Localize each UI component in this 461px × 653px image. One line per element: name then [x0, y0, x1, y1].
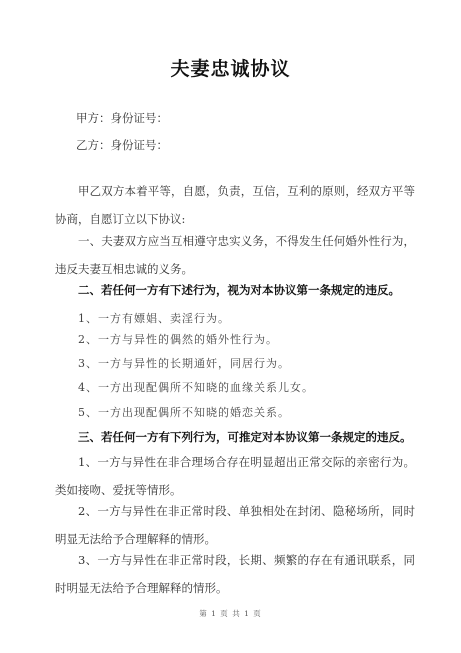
clause-2-item: 2、一方与异性的偶然的婚外性行为。: [78, 333, 278, 346]
clause-2-heading: 二、若任何一方有下述行为，视为对本协议第一条规定的违反。: [78, 283, 400, 297]
clause-2-item: 3、一方与异性的长期通奸，同居行为。: [78, 357, 290, 370]
party-a-line: 甲方：身份证号：: [76, 111, 168, 125]
clause-3-item: 3、一方与异性在非正常时段，长期、频繁的存在有通讯联系，同时明显无法给予合理解释的情形。: [55, 553, 415, 595]
page-number-footer: 第 1 页 共 1 页: [199, 609, 262, 618]
clause-2-item: 4、一方出现配偶所不知晓的血缘关系儿女。: [78, 381, 314, 394]
clause-2-item: 5、一方出现配偶所不知晓的婚恋关系。: [78, 406, 290, 419]
clause-3-heading: 三、若任何一方有下列行为，可推定对本协议第一条规定的违反。: [78, 430, 412, 444]
clause-2-item: 1、一方有嫖娼、卖淫行为。: [78, 312, 230, 325]
clause-1-paragraph: 一、夫妻双方应当互相遵守忠实义务，不得发生任何婚外性行为，违反夫妻互相忠诚的义务。: [55, 234, 415, 276]
intro-paragraph: 甲乙双方本着平等，自愿，负责，互信，互利的原则，经双方平等协商，自愿订立以下协议:: [55, 184, 415, 226]
document-title: 夫妻忠诚协议: [170, 58, 291, 80]
clause-3-item: 2、一方与异性在非正常时段、单独相处在封闭、隐秘场所，同时明显无法给予合理解释的情形。: [55, 504, 415, 546]
party-b-line: 乙方：身份证号：: [76, 138, 168, 152]
clause-3-item: 1、一方与异性在非合理场合存在明显超出正常交际的亲密行为。类如接吻、爱抚等情形。: [55, 455, 415, 497]
